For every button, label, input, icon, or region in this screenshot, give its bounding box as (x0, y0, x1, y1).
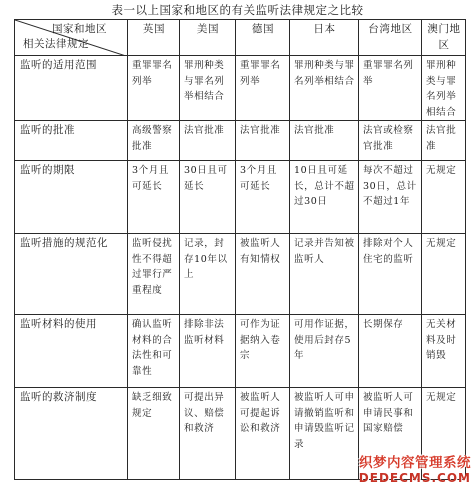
row-label: 监听的期限 (15, 161, 128, 234)
table-cell: 无规定 (422, 234, 466, 315)
table-cell: 监听侵扰性不得超过罪行严重程度 (128, 234, 180, 315)
table-cell: 3个月且可延长 (128, 161, 180, 234)
column-header: 日本 (290, 20, 359, 56)
table-cell: 被监听人可提起诉讼和救济 (236, 388, 290, 480)
row-label: 监听材料的使用 (15, 315, 128, 388)
table-cell: 法官批准 (290, 121, 359, 161)
corner-bottom-left: 相关法律规定 (23, 37, 89, 50)
row-label: 监听的适用范围 (15, 56, 128, 121)
table-cell: 重罪罪名列举 (236, 56, 290, 121)
column-header: 澳门地区 (422, 20, 466, 56)
table-cell: 无规定 (422, 388, 466, 480)
table-cell: 法官批准 (422, 121, 466, 161)
header-row (15, 20, 466, 56)
watermark-url: DEDECMS.COM (358, 471, 471, 485)
watermark-logo (331, 451, 471, 485)
watermark-title: 织梦内容管理系统 (359, 455, 471, 471)
table-cell: 可用作证据，使用后封存5年 (290, 315, 359, 388)
table-row (15, 315, 466, 388)
row-label: 监听的批准 (15, 121, 128, 161)
table-row (15, 56, 466, 121)
table-cell: 高级警察批准 (128, 121, 180, 161)
table-cell: 被监听人可申请民事和国家赔偿 (359, 388, 422, 480)
column-header: 德国 (236, 20, 290, 56)
row-label: 监听的救济制度 (15, 388, 128, 480)
table-cell: 法官或检察官批准 (359, 121, 422, 161)
table-cell: 法官批准 (236, 121, 290, 161)
table-cell: 被监听人有知情权 (236, 234, 290, 315)
table-cell: 30日且可延长 (180, 161, 236, 234)
table-cell: 无关材料及时销毁 (422, 315, 466, 388)
table-cell: 每次不超过30日，总计不超过1年 (359, 161, 422, 234)
table-cell: 可提出异议、赔偿和救济 (180, 388, 236, 480)
column-header: 英国 (128, 20, 180, 56)
table-cell: 排除非法监听材料 (180, 315, 236, 388)
table-row (15, 121, 466, 161)
table-cell: 3个月且可延长 (236, 161, 290, 234)
table-cell: 罪刑种类与罪名列举相结合 (422, 56, 466, 121)
table-cell: 10日且可延长，总计不超过30日 (290, 161, 359, 234)
table-cell: 罪刑种类与罪名列举相结合 (290, 56, 359, 121)
table-row (15, 234, 466, 315)
table-cell: 排除对个人住宅的监听 (359, 234, 422, 315)
table-cell: 长期保存 (359, 315, 422, 388)
table-cell: 被监听人可申请撤销监听和申请毁监听记录 (290, 388, 359, 480)
column-header: 美国 (180, 20, 236, 56)
table-caption: 表一以上国家和地区的有关监听法律规定之比较 (111, 3, 364, 17)
diagonal-header-cell (15, 20, 128, 56)
table-cell: 记录，封存10年以上 (180, 234, 236, 315)
table-cell: 记录并告知被监听人 (290, 234, 359, 315)
column-header: 台湾地区 (359, 20, 422, 56)
table-cell: 确认监听材料的合法性和可靠性 (128, 315, 180, 388)
table-cell: 重罪罪名列举 (359, 56, 422, 121)
table-cell: 罪刑种类与罪名列举相结合 (180, 56, 236, 121)
table-cell: 缺乏细致规定 (128, 388, 180, 480)
row-label: 监听措施的规范化 (15, 234, 128, 315)
corner-top-right: 国家和地区 (52, 23, 107, 35)
table-cell: 重罪罪名列举 (128, 56, 180, 121)
table-row (15, 161, 466, 234)
table-cell: 法官批准 (180, 121, 236, 161)
table-cell: 可作为证据纳入卷宗 (236, 315, 290, 388)
comparison-table (14, 19, 466, 480)
table-cell: 无规定 (422, 161, 466, 234)
